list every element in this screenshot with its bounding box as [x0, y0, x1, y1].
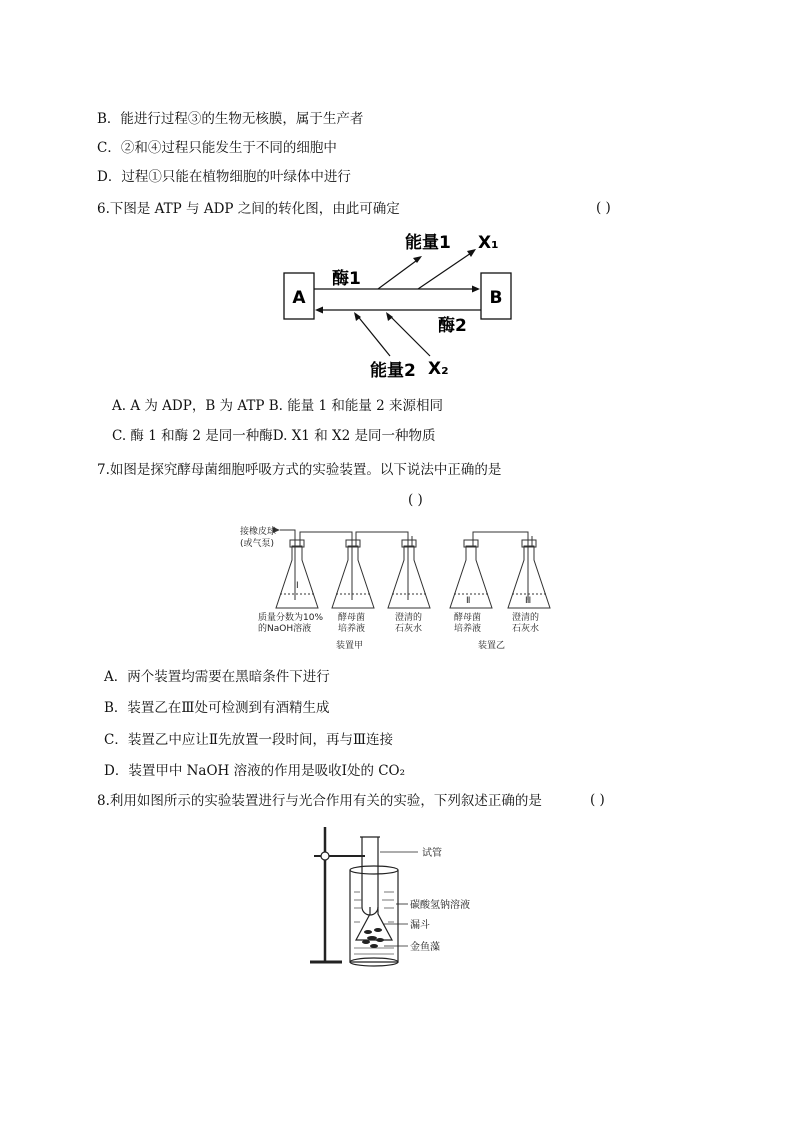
- yeast-label-a: 酵母菌: [338, 613, 366, 623]
- energy1-label: 能量1: [405, 233, 451, 253]
- q5-option-d: D．过程①只能在植物细胞的叶绿体中进行: [97, 169, 351, 185]
- yeast-respiration-apparatus: [240, 520, 570, 655]
- x1-arrow: [418, 251, 474, 289]
- pump-label-2: (或气泵): [240, 539, 275, 549]
- q8-answer-paren: ( ): [590, 792, 605, 808]
- energy2-arrow: [356, 314, 390, 356]
- x2-arrow: [388, 314, 430, 356]
- funnel-label: 漏斗: [410, 920, 430, 931]
- limewater-label-a: 澄清的: [395, 613, 423, 623]
- flask-1: [276, 546, 318, 608]
- flask-4: [450, 546, 492, 608]
- funnel: [356, 907, 392, 940]
- naoh-label-2: 的NaOH溶液: [258, 624, 312, 634]
- algae-label: 金鱼藻: [410, 942, 440, 953]
- roman-2-label: Ⅱ: [466, 596, 471, 606]
- q7-stem: 7.如图是探究酵母菌细胞呼吸方式的实验装置。以下说法中正确的是: [97, 462, 502, 478]
- q7-option-b: B．装置乙在Ⅲ处可检测到有酒精生成: [104, 700, 330, 716]
- device-b-label: 装置乙: [478, 641, 506, 651]
- naoh-label: 质量分数为10%: [258, 613, 324, 623]
- q7-option-a: A．两个装置均需要在黑暗条件下进行: [104, 669, 330, 685]
- box-b-label: B: [489, 288, 503, 308]
- algae: [362, 928, 384, 948]
- enzyme1-label: 酶1: [332, 269, 361, 289]
- q6-options-ab: A. A 为 ADP，B 为 ATP B. 能量 1 和能量 2 来源相同: [112, 398, 444, 414]
- bicarbonate-label: 碳酸氢钠溶液: [410, 900, 470, 911]
- device-a-label: 装置甲: [336, 641, 364, 651]
- flask-3: [388, 546, 430, 608]
- yeast-label-a-2: 培养液: [338, 624, 366, 634]
- roman-1-label: Ⅰ: [296, 581, 299, 591]
- q7-answer-paren: ( ): [408, 492, 423, 508]
- test-tube-label: 试管: [422, 848, 442, 859]
- energy1-arrow: [378, 258, 420, 289]
- enzyme2-label: 酶2: [438, 316, 467, 336]
- pump-label: 接橡皮球: [240, 527, 277, 537]
- x2-label: X₂: [428, 359, 449, 379]
- limewater-label-b: 澄清的: [512, 613, 540, 623]
- limewater-label-a-2: 石灰水: [395, 624, 423, 634]
- test-tube: [362, 837, 378, 915]
- q7-option-c: C．装置乙中应让Ⅱ先放置一段时间，再与Ⅲ连接: [104, 732, 394, 748]
- photosynthesis-apparatus: [300, 822, 480, 977]
- roman-3-label: Ⅲ: [525, 596, 532, 606]
- q7-option-d: D．装置甲中 NaOH 溶液的作用是吸收Ⅰ处的 CO₂: [104, 763, 406, 779]
- limewater-label-b-2: 石灰水: [512, 624, 540, 634]
- yeast-label-b-2: 培养液: [454, 624, 482, 634]
- atp-adp-diagram: [270, 226, 530, 386]
- q5-option-c: C．②和④过程只能发生于不同的细胞中: [97, 140, 337, 156]
- q6-options-cd: C. 酶 1 和酶 2 是同一种酶D. X1 和 X2 是同一种物质: [112, 428, 436, 444]
- q6-stem: 6.下图是 ATP 与 ADP 之间的转化图，由此可确定: [97, 201, 400, 217]
- x1-label: X₁: [478, 233, 499, 253]
- energy2-label: 能量2: [370, 361, 416, 381]
- q6-answer-paren: ( ): [596, 200, 611, 216]
- q8-stem: 8.利用如图所示的实验装置进行与光合作用有关的实验，下列叙述正确的是: [97, 793, 542, 809]
- flask-2: [332, 546, 374, 608]
- box-a-label: A: [292, 288, 306, 308]
- yeast-label-b: 酵母菌: [454, 613, 482, 623]
- q5-option-b: B．能进行过程③的生物无核膜，属于生产者: [97, 111, 364, 127]
